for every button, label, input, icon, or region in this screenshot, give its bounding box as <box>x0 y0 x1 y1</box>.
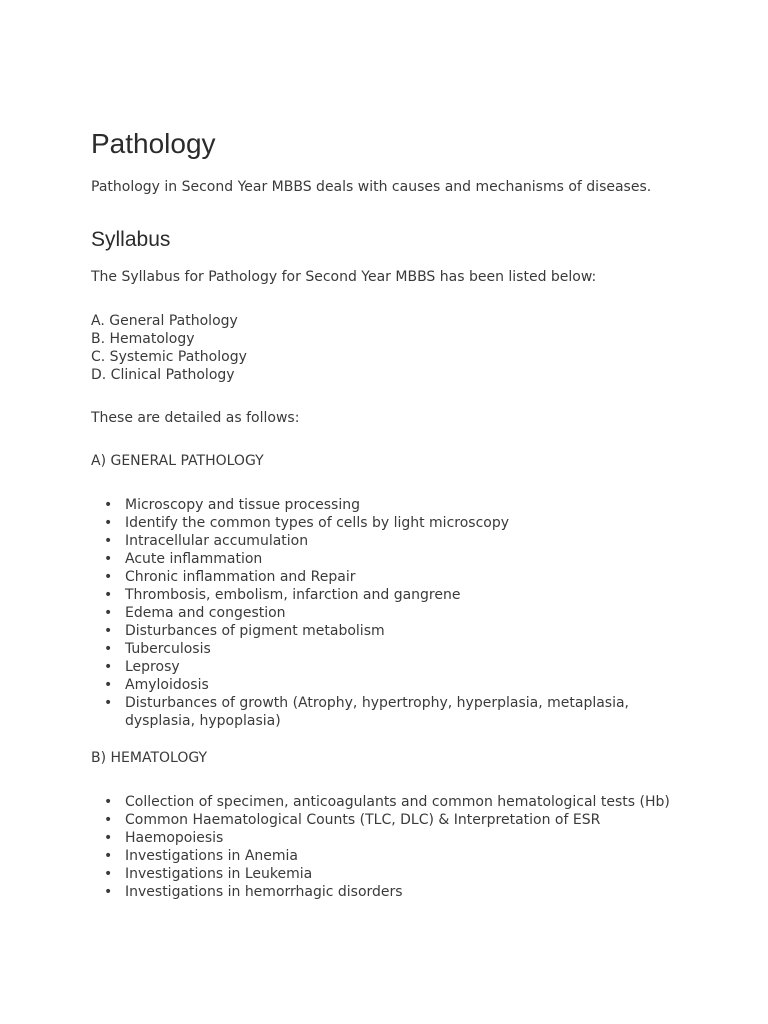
sections-list-item: A. General Pathology <box>91 313 238 329</box>
sections-list-item: D. Clinical Pathology <box>91 367 235 383</box>
list-item <box>91 568 691 586</box>
list-item-text: Disturbances of pigment metabolism <box>125 623 385 639</box>
list-item <box>91 793 691 811</box>
list-item <box>91 829 691 847</box>
bullet-icon: • <box>104 812 113 828</box>
list-item <box>91 640 691 658</box>
bullet-icon: • <box>104 605 113 621</box>
list-item-text: Microscopy and tissue processing <box>125 497 360 513</box>
bullet-icon: • <box>104 623 113 639</box>
list-item <box>91 532 691 550</box>
sections-list <box>91 312 247 384</box>
detailed-intro: These are detailed as follows: <box>91 410 300 426</box>
hematology-list <box>91 793 691 901</box>
sections-list-item: B. Hematology <box>91 331 195 347</box>
list-item <box>91 658 691 676</box>
bullet-icon: • <box>104 866 113 882</box>
list-item-text: Investigations in hemorrhagic disorders <box>125 884 403 900</box>
list-item-text: Thrombosis, embolism, infarction and gangrene <box>125 587 461 603</box>
bullet-icon: • <box>104 695 113 711</box>
list-item-text: Identify the common types of cells by light microscopy <box>125 515 510 531</box>
bullet-icon: • <box>104 515 113 531</box>
list-item-text: Collection of specimen, anticoagulants and common hematological tests (Hb) <box>125 794 670 810</box>
list-item-text: Edema and congestion <box>125 605 286 621</box>
list-item-text: Tuberculosis <box>125 641 211 657</box>
list-item <box>91 694 691 730</box>
list-item <box>91 676 691 694</box>
list-item-text: Investigations in Leukemia <box>125 866 313 882</box>
bullet-icon: • <box>104 569 113 585</box>
list-item <box>91 847 691 865</box>
bullet-icon: • <box>104 659 113 675</box>
list-item <box>91 586 691 604</box>
general-pathology-heading: A) GENERAL PATHOLOGY <box>91 453 264 469</box>
list-item <box>91 550 691 568</box>
list-item <box>91 622 691 640</box>
bullet-icon: • <box>104 533 113 549</box>
bullet-icon: • <box>104 551 113 567</box>
bullet-icon: • <box>104 830 113 846</box>
bullet-icon: • <box>104 794 113 810</box>
list-item-text: Common Haematological Counts (TLC, DLC) & Interpretation of ESR <box>125 812 601 828</box>
bullet-icon: • <box>104 884 113 900</box>
intro-paragraph: Pathology in Second Year MBBS deals with causes and mechanisms of diseases. <box>91 179 652 195</box>
list-item-text: Acute inflammation <box>125 551 263 567</box>
list-item-text: Disturbances of growth (Atrophy, hypertrophy, hyperplasia, metaplasia, dysplasia, hypoplasia) <box>125 695 630 729</box>
sections-list-item: C. Systemic Pathology <box>91 349 247 365</box>
list-item <box>91 514 691 532</box>
bullet-icon: • <box>104 677 113 693</box>
hematology-heading: B) HEMATOLOGY <box>91 750 208 766</box>
bullet-icon: • <box>104 848 113 864</box>
list-item <box>91 865 691 883</box>
list-item-text: Haemopoiesis <box>125 830 224 846</box>
bullet-icon: • <box>104 641 113 657</box>
page-title: Pathology <box>91 128 216 159</box>
list-item <box>91 811 691 829</box>
syllabus-intro: The Syllabus for Pathology for Second Year MBBS has been listed below: <box>91 269 597 285</box>
bullet-icon: • <box>104 497 113 513</box>
list-item-text: Chronic inflammation and Repair <box>125 569 356 585</box>
list-item-text: Intracellular accumulation <box>125 533 309 549</box>
list-item <box>91 883 691 901</box>
list-item-text: Investigations in Anemia <box>125 848 298 864</box>
list-item <box>91 496 691 514</box>
general-pathology-list <box>91 496 691 730</box>
list-item-text: Amyloidosis <box>125 677 209 693</box>
list-item-text: Leprosy <box>125 659 180 675</box>
bullet-icon: • <box>104 587 113 603</box>
syllabus-heading: Syllabus <box>91 228 171 251</box>
list-item <box>91 604 691 622</box>
